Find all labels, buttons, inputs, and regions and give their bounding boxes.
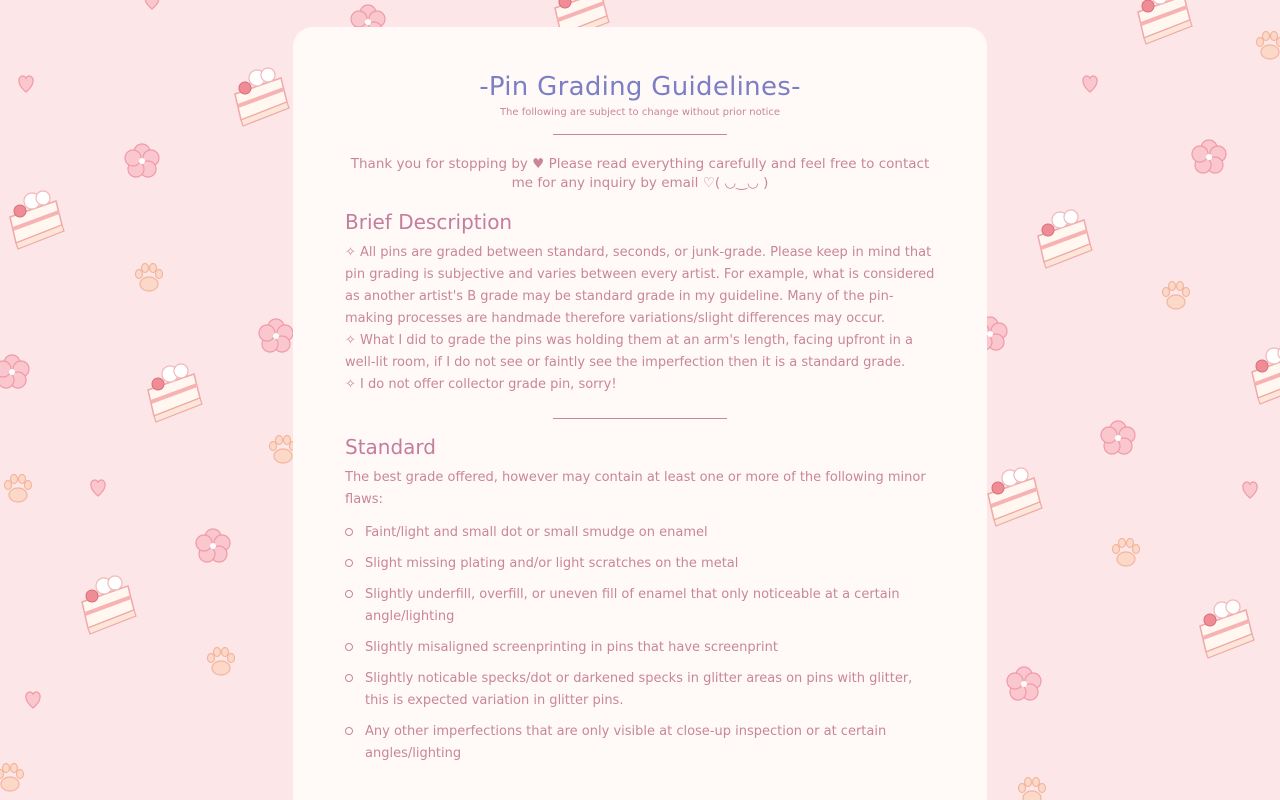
- sakura-flower-icon: [259, 319, 293, 352]
- list-item: [345, 553, 935, 575]
- circle-bullet-icon: [345, 590, 353, 598]
- paw-print-icon: [1113, 539, 1140, 567]
- list-item: [345, 584, 935, 628]
- circle-bullet-icon: [345, 528, 353, 536]
- sakura-flower-icon: [1007, 667, 1041, 700]
- cake-slice-icon: [82, 576, 136, 634]
- page-subtitle: The following are subject to change without prior notice: [499, 107, 781, 118]
- brief-paragraph: ✧ All pins are graded between standard, seconds, or junk-grade. Please keep in mind that pin grading is subjective and varies between every artist. For example, what is considered as another artist's B grade may be standard grade in my guideline. Many of the pin-making processes are handmade therefore variations/slight differences may occur.: [345, 245, 935, 326]
- paw-print-icon: [1019, 778, 1046, 800]
- sakura-flower-icon: [196, 529, 230, 562]
- heart-icon: [91, 480, 105, 496]
- sakura-flower-icon: [1192, 140, 1226, 173]
- list-item: [345, 721, 935, 765]
- brief-paragraph: ✧ What I did to grade the pins was holding them at an arm's length, facing upfront in a well-lit room, if I do not see or faintly see the imperfection then it is a standard grade.: [345, 333, 913, 370]
- paw-print-icon: [1163, 282, 1190, 310]
- sakura-flower-icon: [125, 144, 159, 177]
- heart-icon: [1083, 76, 1097, 92]
- cake-slice-icon: [1200, 600, 1254, 658]
- list-item: [345, 522, 935, 544]
- brief-paragraph: ✧ I do not offer collector grade pin, sorry!: [345, 377, 617, 392]
- cake-slice-icon: [10, 191, 64, 249]
- flaw-text: Slightly misaligned screenprinting in pins that have screenprint: [365, 640, 778, 655]
- paw-print-icon: [208, 648, 235, 676]
- paw-print-icon: [5, 475, 32, 503]
- cake-slice-icon: [1252, 346, 1280, 404]
- cake-slice-icon: [148, 364, 202, 422]
- heart-icon: [1243, 482, 1257, 498]
- cake-slice-icon: [988, 468, 1042, 526]
- heart-icon: [26, 692, 40, 708]
- sakura-flower-icon: [1101, 421, 1135, 454]
- heart-icon: [145, 0, 159, 9]
- sakura-flower-icon: [0, 355, 29, 388]
- brief-description-heading: Brief Description: [345, 210, 513, 234]
- intro-text: Thank you for stopping by ♥ Please read everything carefully and feel free to contact me for any inquiry by email ♡( ◡‿◡ ): [350, 156, 930, 191]
- paw-print-icon: [0, 764, 24, 792]
- page-title: -Pin Grading Guidelines-: [479, 72, 801, 102]
- list-item: [345, 668, 935, 712]
- section-divider: [553, 134, 727, 135]
- circle-bullet-icon: [345, 674, 353, 682]
- paw-print-icon: [1257, 32, 1280, 60]
- brief-description-text: [345, 242, 935, 396]
- guidelines-card: [293, 27, 987, 800]
- circle-bullet-icon: [345, 727, 353, 735]
- standard-heading: Standard: [345, 435, 436, 459]
- flaw-text: Any other imperfections that are only visible at close-up inspection or at certain angles/lighting: [365, 724, 887, 761]
- flaw-text: Faint/light and small dot or small smudge on enamel: [365, 525, 708, 540]
- cake-slice-icon: [1038, 210, 1092, 268]
- flaw-text: Slight missing plating and/or light scratches on the metal: [365, 556, 739, 571]
- cake-slice-icon: [235, 68, 289, 126]
- heart-icon: [19, 76, 33, 92]
- standard-flaws-list: [345, 522, 935, 765]
- section-divider: [553, 418, 727, 419]
- standard-description: The best grade offered, however may contain at least one or more of the following minor flaws:: [345, 470, 926, 507]
- flaw-text: Slightly underfill, overfill, or uneven fill of enamel that only noticeable at a certain angle/lighting: [365, 587, 900, 624]
- circle-bullet-icon: [345, 643, 353, 651]
- paw-print-icon: [136, 264, 163, 292]
- cake-slice-icon: [1138, 0, 1192, 44]
- list-item: [345, 637, 935, 659]
- circle-bullet-icon: [345, 559, 353, 567]
- flaw-text: Slightly noticable specks/dot or darkened specks in glitter areas on pins with glitter, this is expected variation in glitter pins.: [365, 671, 913, 708]
